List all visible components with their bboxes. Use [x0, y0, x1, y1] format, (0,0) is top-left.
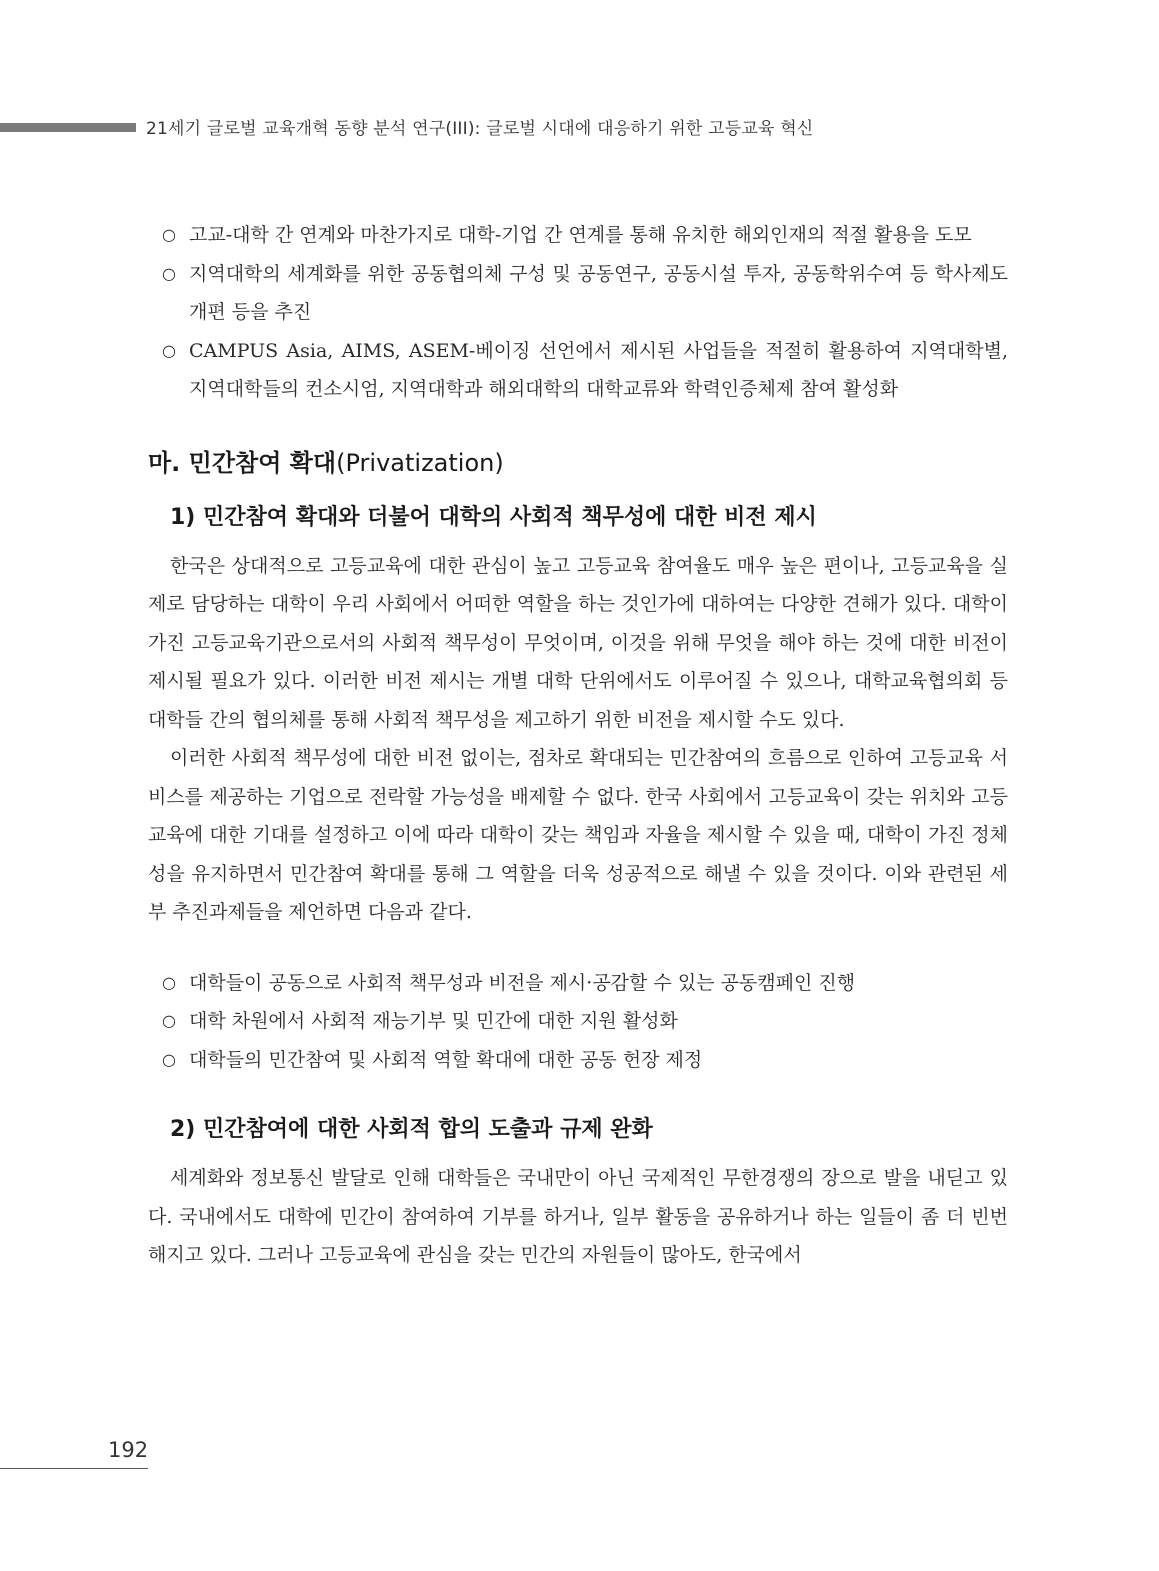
- list-item: ○ CAMPUS Asia, AIMS, ASEM-베이징 선언에서 제시된 사업들을 적절히 활용하여 지역대학별, 지역대학들의 컨소시엄, 지역대학과 해외대학의 대학교류와 학력인증체제 참여 활성화: [148, 332, 1008, 409]
- list-item: ○ 고교-대학 간 연계와 마찬가지로 대학-기업 간 연계를 통해 유치한 해외인재의 적절 활용을 도모: [148, 216, 1008, 255]
- bullet-circle-icon: ○: [162, 340, 176, 360]
- paragraph: 한국은 상대적으로 고등교육에 대한 관심이 높고 고등교육 참여율도 매우 높은 편이나, 고등교육을 실제로 담당하는 대학이 우리 사회에서 어떠한 역할을 하는 것인가에 대하여는 다양한 견해가 있다. 대학이 가진 고등교육기관으로서의 사회적 책무성이 무엇이며, 이것을 위해 무엇을 해야 하는 것에 대한 비전이 제시될 필요가 있다. 이러한 비전 제시는 개별 대학 단위에서도 이루어질 수 있으나, 대학교육협의회 등 대학들 간의 협의체를 통해 사회적 책무성을 제고하기 위한 비전을 제시할 수도 있다.: [148, 554, 1008, 731]
- running-header-title: 21세기 글로벌 교육개혁 동향 분석 연구(III): 글로벌 시대에 대응하기 위한 고등교육 혁신: [146, 119, 814, 139]
- subsection-title-2: 2) 민간참여에 대한 사회적 합의 도출과 규제 완화: [170, 1117, 653, 1142]
- section-title: 마. 민간참여 확대(Privatization): [148, 448, 504, 477]
- bullet-list-sub1: [148, 964, 1008, 1080]
- paragraph: 세계화와 정보통신 발달로 인해 대학들은 국내만이 아닌 국제적인 무한경쟁의 장으로 발을 내딛고 있다. 국내에서도 대학에 민간이 참여하여 기부를 하거나, 일부 활동을 공유하거나 하는 일들이 좀 더 빈번해지고 있다. 그러나 고등교육에 관심을 갖는 민간의 자원들이 많아도, 한국에서: [148, 1167, 1008, 1266]
- list-item: ○ 대학들이 공동으로 사회적 책무성과 비전을 제시·공감할 수 있는 공동캠페인 진행: [148, 964, 1008, 1003]
- footer-divider: [0, 1468, 148, 1469]
- list-item: ○ 대학 차원에서 사회적 재능기부 및 민간에 대한 지원 활성화: [148, 1002, 1008, 1041]
- subsection-title-1: 1) 민간참여 확대와 더불어 대학의 사회적 책무성에 대한 비전 제시: [170, 504, 817, 530]
- page-number: 192: [108, 1438, 149, 1462]
- page-content: [148, 216, 1008, 1275]
- list-item: ○ 지역대학의 세계화를 위한 공동협의체 구성 및 공동연구, 공동시설 투자, 공동학위수여 등 학사제도 개편 등을 추진: [148, 255, 1008, 332]
- list-item: ○ 대학들의 민간참여 및 사회적 역할 확대에 대한 공동 헌장 제정: [148, 1041, 1008, 1080]
- bullet-circle-icon: ○: [162, 972, 176, 992]
- bullet-circle-icon: ○: [162, 1011, 176, 1030]
- header-bar: [0, 123, 136, 132]
- bullet-circle-icon: ○: [162, 263, 176, 283]
- bullet-circle-icon: ○: [162, 1049, 176, 1069]
- bullet-circle-icon: ○: [162, 225, 176, 244]
- paragraph: 이러한 사회적 책무성에 대한 비전 없이는, 점차로 확대되는 민간참여의 흐름으로 인하여 고등교육 서비스를 제공하는 기업으로 전락할 가능성을 배제할 수 없다. 한국 사회에서 고등교육이 갖는 위치와 고등교육에 대한 기대를 설정하고 이에 따라 대학이 갖는 책임과 자율을 제시할 수 있을 때, 대학이 가진 정체성을 유지하면서 민간참여 확대를 통해 그 역할을 더욱 성공적으로 해낼 수 있을 것이다. 이와 관련된 세부 추진과제들을 제언하면 다음과 같다.: [148, 747, 1008, 923]
- bullet-list-top: [148, 216, 1008, 409]
